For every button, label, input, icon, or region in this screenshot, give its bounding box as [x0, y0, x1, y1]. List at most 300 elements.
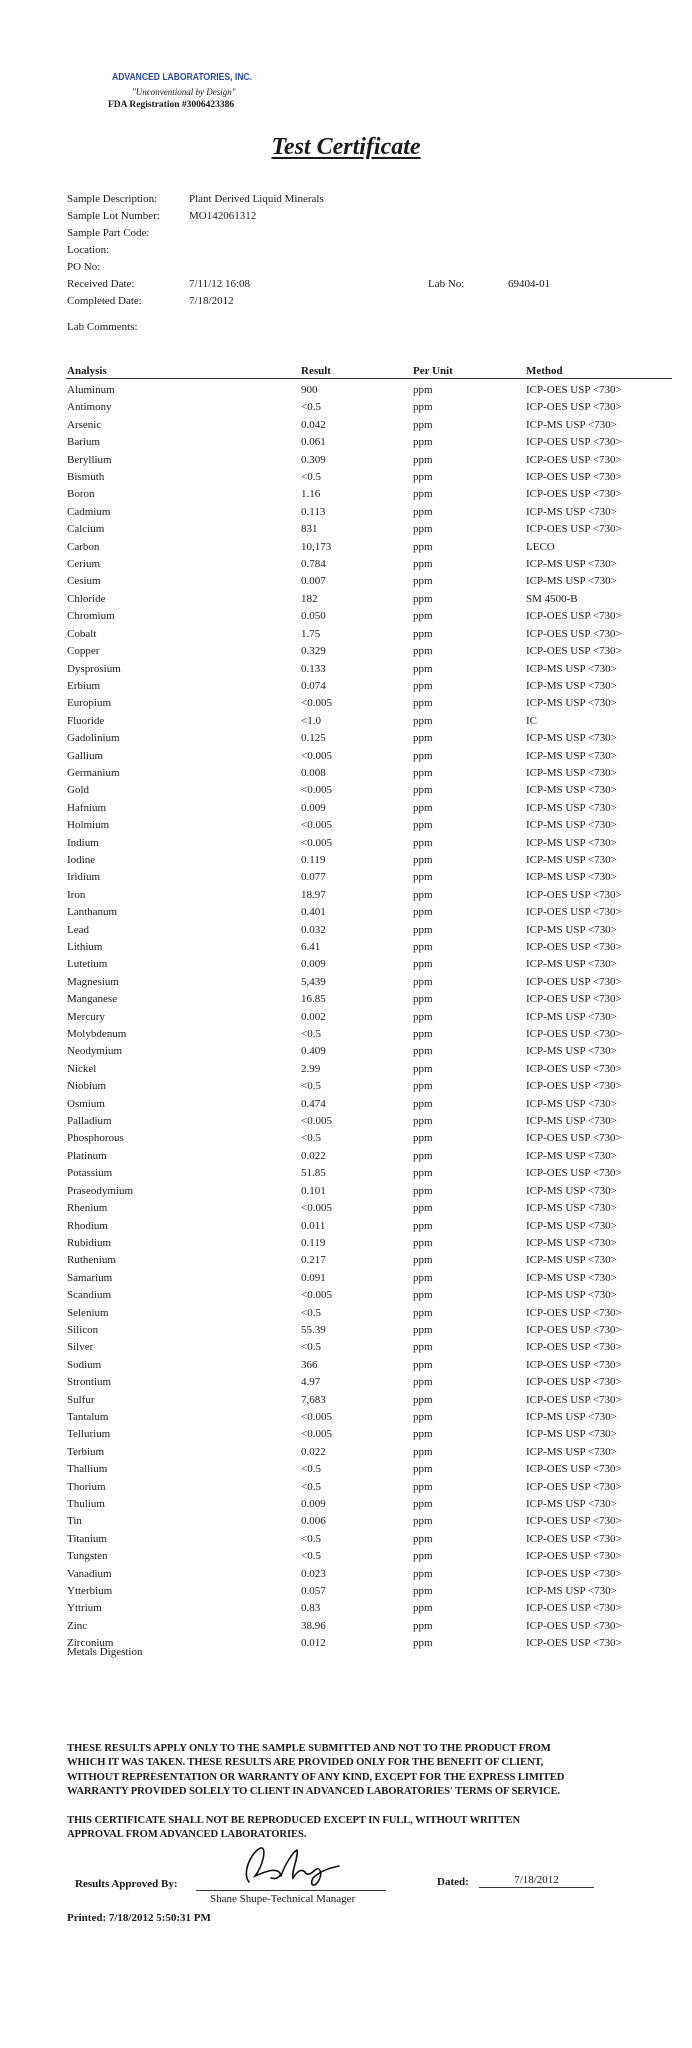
analysis-cell: Tin: [67, 1515, 82, 1528]
method-cell: ICP-MS USP <730>: [526, 1236, 617, 1249]
method-cell: ICP-MS USP <730>: [526, 784, 617, 797]
table-row: [0, 818, 692, 835]
method-cell: ICP-MS USP <730>: [526, 679, 617, 692]
per-unit-cell: ppm: [413, 1010, 433, 1023]
table-row: [0, 1062, 692, 1079]
analysis-cell: Cerium: [67, 558, 100, 571]
result-cell: 900: [301, 384, 318, 396]
method-cell: ICP-OES USP <730>: [526, 401, 622, 414]
table-row: [0, 905, 692, 922]
page-title: [0, 134, 692, 161]
per-unit-cell: ppm: [413, 766, 433, 779]
method-cell: ICP-MS USP <730>: [526, 766, 617, 779]
table-row: [0, 714, 692, 731]
table-row: [0, 1010, 692, 1027]
per-unit-cell: ppm: [413, 1167, 433, 1180]
result-cell: <1.0: [301, 714, 321, 727]
method-cell: ICP-OES USP <730>: [526, 645, 622, 658]
result-cell: 0.057: [301, 1585, 326, 1598]
result-cell: 0.002: [301, 1010, 326, 1023]
result-cell: 0.83: [301, 1602, 321, 1615]
method-cell: ICP-OES USP <730>: [526, 906, 622, 919]
result-cell: <0.005: [301, 749, 332, 762]
analysis-cell: Silicon: [67, 1323, 99, 1336]
result-cell: 10,173: [301, 540, 332, 553]
result-cell: 51.85: [301, 1167, 326, 1180]
company-logo: [112, 69, 252, 83]
table-row: [0, 1253, 692, 1270]
table-row: [0, 1288, 692, 1305]
per-unit-cell: ppm: [413, 1132, 433, 1145]
printed-timestamp: Printed: 7/18/2012 5:50:31 PM: [67, 1912, 211, 1924]
completed-date-label: Completed Date:: [67, 295, 142, 307]
method-cell: ICP-OES USP <730>: [526, 1167, 622, 1180]
result-cell: 0.329: [301, 645, 326, 658]
result-cell: <0.5: [301, 1480, 321, 1493]
table-row: [0, 383, 692, 400]
table-row: [0, 574, 692, 591]
analysis-cell: Beryllium: [67, 453, 112, 466]
analysis-cell: Titanium: [67, 1532, 107, 1545]
method-cell: ICP-MS USP <730>: [526, 1115, 617, 1128]
per-unit-cell: ppm: [413, 697, 433, 710]
per-unit-cell: ppm: [413, 1149, 433, 1162]
result-cell: 0.009: [301, 801, 326, 814]
method-cell: ICP-MS USP <730>: [526, 958, 617, 971]
table-row: [0, 400, 692, 417]
result-cell: 0.008: [301, 766, 326, 779]
analysis-cell: Nickel: [67, 1062, 97, 1075]
result-cell: 6.41: [301, 941, 321, 953]
result-cell: 0.006: [301, 1515, 326, 1528]
per-unit-cell: ppm: [413, 993, 433, 1006]
method-cell: ICP-MS USP <730>: [526, 1410, 617, 1423]
table-row: [0, 1131, 692, 1148]
analysis-cell: Arsenic: [67, 418, 102, 431]
table-row: [0, 435, 692, 452]
per-unit-cell: ppm: [413, 1463, 433, 1476]
result-cell: <0.5: [301, 1532, 321, 1545]
analysis-cell: Thorium: [67, 1480, 106, 1493]
table-row: [0, 1445, 692, 1462]
table-row: [0, 1271, 692, 1288]
result-cell: 0.101: [301, 1184, 326, 1197]
table-row: [0, 627, 692, 644]
table-row: [0, 975, 692, 992]
method-cell: ICP-OES USP <730>: [526, 941, 622, 953]
company-logo-text: ADVANCED LABORATORIES, INC.: [112, 71, 253, 83]
method-cell: ICP-MS USP <730>: [526, 1097, 617, 1110]
result-cell: <0.005: [301, 1428, 332, 1441]
per-unit-cell: ppm: [413, 1532, 433, 1545]
table-row: [0, 1166, 692, 1183]
per-unit-cell: ppm: [413, 679, 433, 692]
table-row: [0, 453, 692, 470]
analysis-cell: Germanium: [67, 766, 120, 779]
analysis-cell: Aluminum: [67, 384, 115, 396]
analysis-cell: Lead: [67, 923, 89, 936]
analysis-cell: Gallium: [67, 749, 104, 762]
result-cell: 0.042: [301, 418, 326, 431]
analysis-cell: Tantalum: [67, 1410, 109, 1423]
table-row: [0, 1567, 692, 1584]
result-cell: <0.5: [301, 1550, 321, 1563]
per-unit-cell: ppm: [413, 1602, 433, 1615]
table-row: [0, 870, 692, 887]
per-unit-cell: ppm: [413, 610, 433, 623]
method-cell: ICP-OES USP <730>: [526, 1341, 622, 1354]
result-cell: 0.061: [301, 436, 326, 449]
table-row: [0, 783, 692, 800]
analysis-cell: Barium: [67, 436, 100, 449]
per-unit-cell: ppm: [413, 1376, 433, 1389]
signature-image: [235, 1842, 345, 1890]
table-row: [0, 1340, 692, 1357]
per-unit-cell: ppm: [413, 592, 433, 605]
per-unit-cell: ppm: [413, 662, 433, 675]
per-unit-cell: ppm: [413, 453, 433, 466]
company-tagline: "Unconventional by Design": [132, 87, 236, 97]
per-unit-cell: ppm: [413, 906, 433, 919]
method-cell: ICP-MS USP <730>: [526, 505, 617, 518]
method-cell: ICP-MS USP <730>: [526, 1289, 617, 1302]
per-unit-cell: ppm: [413, 1358, 433, 1371]
per-unit-cell: ppm: [413, 1637, 433, 1650]
table-row: [0, 992, 692, 1009]
table-row: [0, 522, 692, 539]
per-unit-cell: ppm: [413, 1445, 433, 1458]
analysis-cell: Osmium: [67, 1097, 105, 1110]
analysis-cell: Hafnium: [67, 801, 107, 814]
method-cell: ICP-OES USP <730>: [526, 453, 622, 466]
per-unit-cell: ppm: [413, 505, 433, 518]
method-cell: ICP-OES USP <730>: [526, 436, 622, 449]
table-row: [0, 749, 692, 766]
per-unit-cell: ppm: [413, 1202, 433, 1215]
method-cell: ICP-MS USP <730>: [526, 1219, 617, 1232]
analysis-cell: Holmium: [67, 819, 110, 832]
analysis-cell: Thallium: [67, 1463, 108, 1476]
header-analysis: Analysis: [67, 365, 107, 377]
header-result: Result: [301, 365, 331, 377]
method-cell: ICP-MS USP <730>: [526, 1445, 617, 1458]
result-cell: 182: [301, 592, 318, 605]
disclaimer-line: WARRANTY PROVIDED SOLELY TO CLIENT IN ADVANCED LABORATORIES' TERMS OF SERVICE.: [67, 1786, 561, 1798]
per-unit-cell: ppm: [413, 436, 433, 449]
method-cell: ICP-OES USP <730>: [526, 1550, 622, 1563]
analysis-cell: Zinc: [67, 1619, 88, 1632]
table-row: [0, 1358, 692, 1375]
sample-lot-label: Sample Lot Number:: [67, 210, 160, 222]
analysis-cell: Ytterbium: [67, 1585, 113, 1598]
method-cell: ICP-MS USP <730>: [526, 853, 617, 866]
result-cell: 0.050: [301, 610, 326, 623]
method-cell: ICP-MS USP <730>: [526, 749, 617, 762]
analysis-cell: Niobium: [67, 1080, 107, 1093]
analysis-cell: Erbium: [67, 679, 100, 692]
table-row: [0, 801, 692, 818]
result-cell: 0.119: [301, 1236, 326, 1249]
sample-lot-value: MO142061312: [189, 210, 257, 222]
table-row: [0, 1410, 692, 1427]
per-unit-cell: ppm: [413, 488, 433, 501]
result-cell: 0.077: [301, 871, 326, 884]
received-date-label: Received Date:: [67, 278, 135, 290]
analysis-cell: Calcium: [67, 523, 105, 536]
table-row: [0, 836, 692, 853]
result-cell: 0.009: [301, 958, 326, 971]
disclaimer-line: THESE RESULTS APPLY ONLY TO THE SAMPLE SUBMITTED AND NOT TO THE PRODUCT FROM: [67, 1743, 551, 1754]
results-table-header: [66, 364, 672, 379]
table-row: [0, 1149, 692, 1166]
method-cell: ICP-MS USP <730>: [526, 801, 617, 814]
method-cell: ICP-OES USP <730>: [526, 488, 622, 501]
analysis-cell: Europium: [67, 697, 111, 710]
analysis-cell: Manganese: [67, 993, 118, 1006]
result-cell: 0.133: [301, 662, 326, 675]
method-cell: ICP-OES USP <730>: [526, 888, 622, 901]
table-row: [0, 1201, 692, 1218]
analysis-cell: Selenium: [67, 1306, 109, 1319]
per-unit-cell: ppm: [413, 1115, 433, 1128]
method-cell: ICP-OES USP <730>: [526, 471, 622, 484]
per-unit-cell: ppm: [413, 836, 433, 849]
result-cell: 5,439: [301, 975, 326, 988]
table-row: [0, 1497, 692, 1514]
result-cell: 7,683: [301, 1393, 326, 1406]
location-label: Location:: [67, 244, 110, 256]
method-cell: ICP-MS USP <730>: [526, 871, 617, 884]
lab-number-value: 69404-01: [508, 278, 551, 290]
table-row: [0, 557, 692, 574]
method-cell: LECO: [526, 540, 555, 553]
method-cell: ICP-OES USP <730>: [526, 1323, 622, 1336]
result-cell: 0.113: [301, 505, 326, 518]
per-unit-cell: ppm: [413, 1306, 433, 1319]
analysis-cell: Zirconium: [67, 1637, 114, 1650]
per-unit-cell: ppm: [413, 523, 433, 536]
result-cell: 18.97: [301, 888, 326, 901]
per-unit-cell: ppm: [413, 1341, 433, 1354]
analysis-cell: Phosphorous: [67, 1132, 124, 1145]
result-cell: <0.005: [301, 1410, 332, 1423]
method-cell: ICP-OES USP <730>: [526, 975, 622, 988]
result-cell: 0.474: [301, 1097, 326, 1110]
result-cell: <0.005: [301, 1202, 332, 1215]
method-cell: ICP-MS USP <730>: [526, 732, 617, 745]
method-cell: ICP-OES USP <730>: [526, 1358, 622, 1371]
table-row: [0, 662, 692, 679]
per-unit-cell: ppm: [413, 384, 433, 396]
header-per-unit: Per Unit: [413, 365, 453, 377]
result-cell: 0.401: [301, 906, 326, 919]
dated-label: Dated:: [437, 1876, 469, 1888]
table-row: [0, 696, 692, 713]
method-cell: ICP-OES USP <730>: [526, 1515, 622, 1528]
analysis-cell: Rubidium: [67, 1236, 112, 1249]
table-row: [0, 609, 692, 626]
analysis-cell: Lutetium: [67, 958, 108, 971]
method-cell: ICP-MS USP <730>: [526, 836, 617, 849]
result-cell: 0.217: [301, 1254, 326, 1267]
result-cell: 0.309: [301, 453, 326, 466]
analysis-cell: Potassium: [67, 1167, 113, 1180]
analysis-cell: Gadolinium: [67, 732, 120, 745]
table-row: [0, 1532, 692, 1549]
method-cell: ICP-OES USP <730>: [526, 1306, 622, 1319]
per-unit-cell: ppm: [413, 1289, 433, 1302]
po-number-label: PO No:: [67, 261, 101, 273]
method-cell: ICP-OES USP <730>: [526, 1480, 622, 1493]
per-unit-cell: ppm: [413, 401, 433, 414]
per-unit-cell: ppm: [413, 575, 433, 588]
analysis-cell: Neodymium: [67, 1045, 122, 1058]
table-row: [0, 540, 692, 557]
analysis-cell: Tellurium: [67, 1428, 111, 1441]
disclaimer-line: THIS CERTIFICATE SHALL NOT BE REPRODUCED EXCEPT IN FULL, WITHOUT WRITTEN: [67, 1815, 521, 1826]
table-row: [0, 1393, 692, 1410]
method-cell: ICP-MS USP <730>: [526, 1428, 617, 1441]
analysis-cell: Fluoride: [67, 714, 105, 727]
method-cell: ICP-MS USP <730>: [526, 1498, 617, 1510]
per-unit-cell: ppm: [413, 871, 433, 884]
method-cell: ICP-OES USP <730>: [526, 627, 622, 640]
analysis-cell: Sulfur: [67, 1393, 95, 1406]
method-cell: ICP-OES USP <730>: [526, 1028, 622, 1041]
metals-digestion-note: Metals Digestion: [67, 1646, 143, 1658]
result-cell: <0.5: [301, 1028, 321, 1041]
method-cell: ICP-OES USP <730>: [526, 1062, 622, 1075]
table-row: [0, 1549, 692, 1566]
analysis-cell: Mercury: [67, 1010, 105, 1023]
table-row: [0, 1375, 692, 1392]
per-unit-cell: ppm: [413, 1410, 433, 1423]
per-unit-cell: ppm: [413, 1619, 433, 1632]
analysis-cell: Rhodium: [67, 1219, 108, 1232]
method-cell: ICP-MS USP <730>: [526, 1254, 617, 1267]
analysis-cell: Magnesium: [67, 975, 119, 988]
per-unit-cell: ppm: [413, 975, 433, 988]
per-unit-cell: ppm: [413, 819, 433, 832]
table-row: [0, 1480, 692, 1497]
method-cell: ICP-MS USP <730>: [526, 558, 617, 571]
table-row: [0, 923, 692, 940]
table-row: [0, 1306, 692, 1323]
table-row: [0, 1097, 692, 1114]
per-unit-cell: ppm: [413, 1480, 433, 1493]
method-cell: ICP-MS USP <730>: [526, 1149, 617, 1162]
per-unit-cell: ppm: [413, 1585, 433, 1598]
disclaimer-reproduction: [67, 1814, 667, 1843]
analysis-cell: Lanthanum: [67, 906, 118, 919]
per-unit-cell: ppm: [413, 471, 433, 484]
table-row: [0, 1427, 692, 1444]
per-unit-cell: ppm: [413, 1393, 433, 1406]
result-cell: 55.39: [301, 1323, 326, 1336]
analysis-cell: Palladium: [67, 1115, 112, 1128]
per-unit-cell: ppm: [413, 958, 433, 971]
analysis-cell: Praseodymium: [67, 1184, 133, 1197]
result-cell: <0.5: [301, 1341, 321, 1354]
method-cell: ICP-MS USP <730>: [526, 819, 617, 832]
method-cell: IC: [526, 714, 537, 727]
analysis-cell: Strontium: [67, 1376, 112, 1389]
result-cell: <0.005: [301, 836, 332, 849]
page-title-text: Test Certificate: [271, 134, 421, 160]
result-cell: <0.005: [301, 697, 332, 710]
analysis-cell: Samarium: [67, 1271, 113, 1284]
per-unit-cell: ppm: [413, 1097, 433, 1110]
method-cell: ICP-OES USP <730>: [526, 523, 622, 536]
analysis-cell: Carbon: [67, 540, 100, 553]
results-approved-label: Results Approved By:: [75, 1878, 178, 1890]
per-unit-cell: ppm: [413, 1045, 433, 1058]
per-unit-cell: ppm: [413, 627, 433, 640]
per-unit-cell: ppm: [413, 941, 433, 953]
result-cell: 4.97: [301, 1376, 321, 1389]
result-cell: 0.032: [301, 923, 326, 936]
lab-number-label: Lab No:: [428, 278, 465, 290]
analysis-cell: Iodine: [67, 853, 96, 866]
result-cell: 0.022: [301, 1149, 326, 1162]
table-row: [0, 644, 692, 661]
method-cell: ICP-OES USP <730>: [526, 1602, 622, 1615]
analysis-cell: Lithium: [67, 941, 103, 953]
analysis-cell: Tungsten: [67, 1550, 108, 1563]
per-unit-cell: ppm: [413, 418, 433, 431]
table-row: [0, 418, 692, 435]
analysis-cell: Molybdenum: [67, 1028, 127, 1041]
table-row: [0, 853, 692, 870]
analysis-cell: Bismuth: [67, 471, 105, 484]
result-cell: <0.005: [301, 819, 332, 832]
method-cell: ICP-OES USP <730>: [526, 1393, 622, 1406]
result-cell: <0.005: [301, 1115, 332, 1128]
table-row: [0, 1114, 692, 1131]
table-row: [0, 487, 692, 504]
table-row: [0, 1601, 692, 1618]
per-unit-cell: ppm: [413, 732, 433, 745]
per-unit-cell: ppm: [413, 1028, 433, 1041]
method-cell: ICP-MS USP <730>: [526, 1271, 617, 1284]
per-unit-cell: ppm: [413, 1498, 433, 1510]
table-row: [0, 1236, 692, 1253]
per-unit-cell: ppm: [413, 784, 433, 797]
sample-description-value: Plant Derived Liquid Minerals: [189, 193, 324, 205]
result-cell: <0.5: [301, 401, 321, 414]
table-row: [0, 1219, 692, 1236]
per-unit-cell: ppm: [413, 1219, 433, 1232]
method-cell: ICP-OES USP <730>: [526, 1637, 622, 1650]
result-cell: <0.5: [301, 1132, 321, 1145]
result-cell: 0.091: [301, 1271, 326, 1284]
method-cell: ICP-MS USP <730>: [526, 1585, 617, 1598]
result-cell: 0.784: [301, 558, 326, 571]
received-date-value: 7/11/12 16:08: [189, 278, 251, 290]
table-row: [0, 940, 692, 957]
method-cell: ICP-MS USP <730>: [526, 662, 617, 675]
analysis-cell: Boron: [67, 488, 95, 501]
lab-comments-label: Lab Comments:: [67, 321, 138, 333]
result-cell: 0.012: [301, 1637, 326, 1650]
per-unit-cell: ppm: [413, 1323, 433, 1336]
per-unit-cell: ppm: [413, 1550, 433, 1563]
table-row: [0, 1079, 692, 1096]
completed-date-value: 7/18/2012: [189, 295, 234, 307]
method-cell: SM 4500-B: [526, 592, 578, 605]
method-cell: ICP-MS USP <730>: [526, 1202, 617, 1215]
result-cell: 0.007: [301, 575, 326, 588]
